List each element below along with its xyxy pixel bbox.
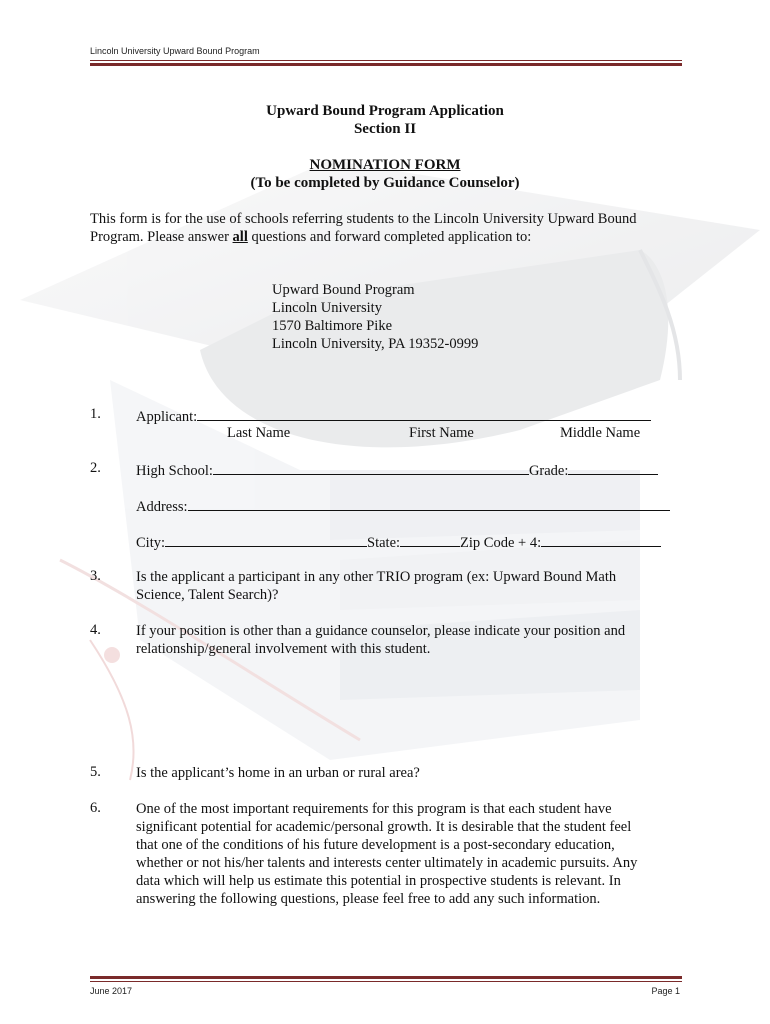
footer-rule-thin	[90, 981, 682, 982]
q6-line3: that one of the conditions of his future development is a post-secondary education,	[136, 837, 615, 853]
address-row	[136, 496, 670, 516]
q6-line4: whether or not his/her talents and interests center ultimately in academic pursuits. Any	[136, 855, 638, 871]
school-row	[136, 460, 658, 480]
intro-line2-post: questions and forward completed application to:	[247, 229, 532, 245]
intro-line1: This form is for the use of schools referring students to the Lincoln University Upward Bound	[90, 211, 637, 227]
q6-line1: One of the most important requirements for this program is that each student have	[136, 801, 612, 817]
city-field[interactable]	[165, 532, 367, 547]
intro-line2-pre: Program. Please answer	[90, 229, 233, 245]
header-org: Lincoln University Upward Bound Program	[90, 46, 260, 56]
address-line4: Lincoln University, PA 19352-0999	[272, 336, 479, 352]
q6-number: 6.	[90, 800, 101, 816]
applicant-row	[136, 406, 651, 426]
q5-line1: Is the applicant’s home in an urban or rural area?	[136, 765, 420, 781]
q6-line2: significant potential for academic/personal growth. It is desirable that the student feel	[136, 819, 632, 835]
intro-line2	[90, 228, 531, 246]
footer-date: June 2017	[90, 986, 133, 996]
address-label: Address:	[136, 499, 188, 515]
q3-line1: Is the applicant a participant in any other TRIO program (ex: Upward Bound Math	[136, 569, 617, 585]
q1-number: 1.	[90, 406, 101, 422]
q4-answer-area[interactable]	[136, 662, 676, 752]
first-name-caption: First Name	[409, 425, 474, 441]
form-name-text: NOMINATION FORM	[309, 157, 461, 173]
q6-line6: answering the following questions, please feel free to add any such information.	[136, 891, 601, 907]
high-school-label: High School:	[136, 463, 213, 479]
form-name	[0, 157, 770, 174]
middle-name-caption: Middle Name	[560, 425, 641, 441]
applicant-label: Applicant:	[136, 409, 198, 425]
header-rule-thick	[90, 63, 682, 66]
address-line1: Upward Bound Program	[272, 282, 415, 298]
title-line1: Upward Bound Program Application	[266, 103, 504, 119]
city-label: City:	[136, 535, 166, 551]
q5-number: 5.	[90, 764, 101, 780]
header-rule-thin	[90, 60, 682, 61]
q4-number: 4.	[90, 622, 101, 638]
state-field[interactable]	[400, 532, 460, 547]
grade-field[interactable]	[568, 460, 658, 475]
q4-line1: If your position is other than a guidance counselor, please indicate your position and	[136, 623, 626, 639]
applicant-name-field[interactable]	[197, 406, 651, 421]
address-line3: 1570 Baltimore Pike	[272, 318, 393, 334]
address-field[interactable]	[188, 496, 670, 511]
grade-label: Grade:	[528, 463, 569, 479]
zip-label: Zip Code + 4:	[460, 535, 542, 551]
footer-rule-thick	[90, 976, 682, 979]
city-row	[136, 532, 661, 552]
last-name-caption: Last Name	[227, 425, 291, 441]
intro-emphasis: all	[232, 229, 248, 245]
form-subtitle: (To be completed by Guidance Counselor)	[250, 175, 520, 191]
q6-line5: data which will help us estimate this potential in prospective students is relevant. In	[136, 873, 621, 889]
q3-number: 3.	[90, 568, 101, 584]
q3-line2: Science, Talent Search)?	[136, 587, 279, 603]
state-label: State:	[367, 535, 401, 551]
zip-field[interactable]	[541, 532, 661, 547]
high-school-field[interactable]	[213, 460, 529, 475]
footer-page-number: Page 1	[651, 986, 680, 996]
q2-number: 2.	[90, 460, 101, 476]
address-line2: Lincoln University	[272, 300, 382, 316]
q4-line2: relationship/general involvement with this student.	[136, 641, 431, 657]
title-line2: Section II	[353, 121, 417, 137]
